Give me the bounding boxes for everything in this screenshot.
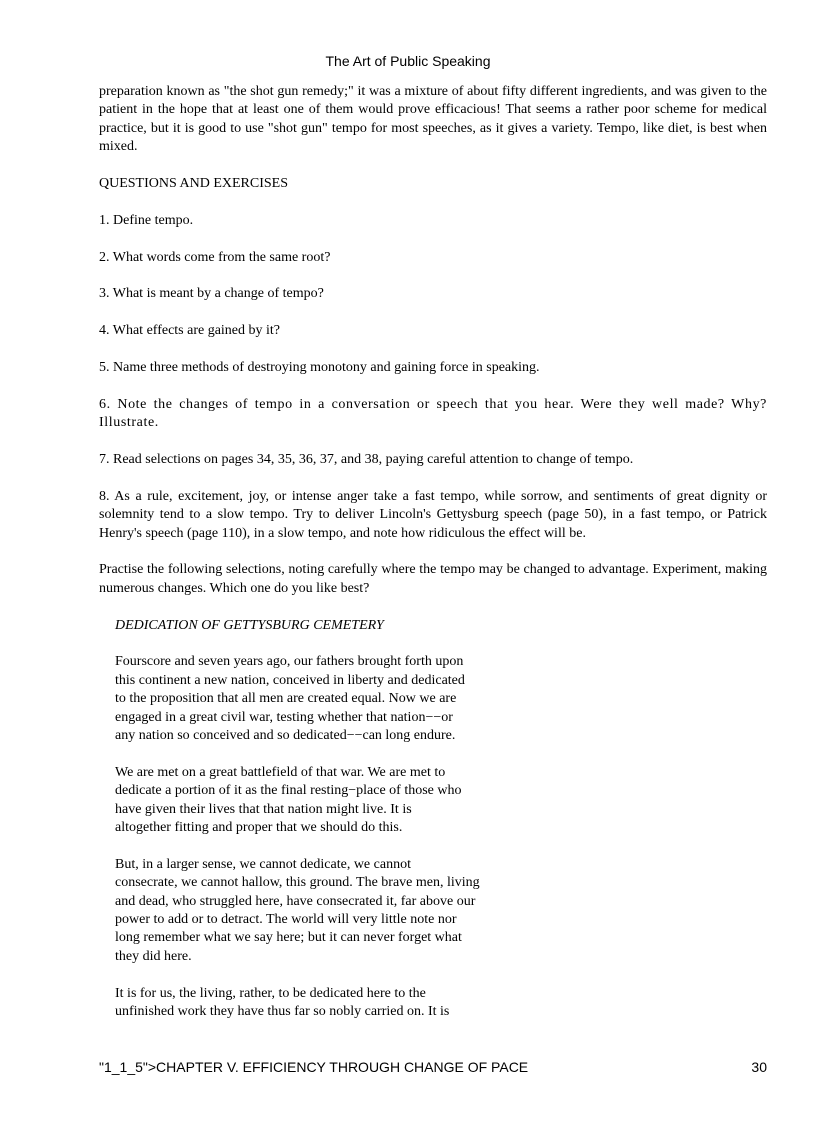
page-number: 30 xyxy=(751,1059,767,1075)
selection-line: unfinished work they have thus far so nobly carried on. It is xyxy=(115,1004,450,1020)
question-item: 3. What is meant by a change of tempo? xyxy=(99,286,324,302)
selection-line: long remember what we say here; but it can never forget what xyxy=(115,930,462,946)
footer-chapter-title: "1_1_5">CHAPTER V. EFFICIENCY THROUGH CHANGE OF PACE xyxy=(99,1059,529,1075)
section-heading: QUESTIONS AND EXERCISES xyxy=(99,176,289,192)
selection-title: DEDICATION OF GETTYSBURG CEMETERY xyxy=(115,617,384,633)
running-footer xyxy=(99,1058,767,1076)
intro-paragraph: preparation known as "the shot gun remedy;" it was a mixture of about fifty different ingredients, and was given to the patient in the hope that at least one of them would prove efficacious! That seems a rather poor scheme for medical practice, but it is good to use "shot gun" tempo for most speeches, as it gives a variety. Tempo, like diet, is best when mixed. xyxy=(99,84,767,155)
selection-line: engaged in a great civil war, testing whether that nation−−or xyxy=(115,709,453,725)
selection-line: Fourscore and seven years ago, our fathers brought forth upon xyxy=(115,654,464,670)
selection-stanza xyxy=(115,985,515,1022)
selection-line: any nation so conceived and so dedicated−−can long endure. xyxy=(115,728,456,744)
question-item: 7. Read selections on pages 34, 35, 36, 37, and 38, paying careful attention to change of tempo. xyxy=(99,452,634,467)
practise-paragraph: Practise the following selections, noting carefully where the tempo may be changed to advantage. Experiment, making numerous changes. Which one do you like best? xyxy=(99,562,767,596)
selection-line: to the proposition that all men are created equal. Now we are xyxy=(115,691,457,707)
selection-line: they did here. xyxy=(115,948,192,964)
question-item: 5. Name three methods of destroying monotony and gaining force in speaking. xyxy=(99,360,540,375)
question-item: 6. Note the changes of tempo in a conversation or speech that you hear. Were they well made? Why? Illustrate. xyxy=(99,396,767,431)
selection-stanza xyxy=(115,856,515,966)
selection-line: But, in a larger sense, we cannot dedicate, we cannot xyxy=(115,856,411,872)
running-header: The Art of Public Speaking xyxy=(325,53,491,69)
selection-line: consecrate, we cannot hallow, this ground. The brave men, living xyxy=(115,875,480,891)
selection-line: altogether fitting and proper that we should do this. xyxy=(115,820,403,836)
selection-stanza xyxy=(115,764,515,838)
selection-line: have given their lives that that nation might live. It is xyxy=(115,801,412,817)
selection-stanza xyxy=(115,653,515,745)
selection-line: and dead, who struggled here, have consecrated it, far above our xyxy=(115,893,476,909)
selection-line: We are met on a great battlefield of that war. We are met to xyxy=(115,764,446,780)
selection-line: power to add or to detract. The world will very little note nor xyxy=(115,912,457,928)
selection-line: dedicate a portion of it as the final resting−place of those who xyxy=(115,783,462,799)
question-item: 2. What words come from the same root? xyxy=(99,249,331,265)
question-item: 1. Define tempo. xyxy=(99,212,194,228)
selection-line: It is for us, the living, rather, to be dedicated here to the xyxy=(115,985,426,1001)
gettysburg-selection xyxy=(115,617,515,1022)
selection-line: this continent a new nation, conceived in liberty and dedicated xyxy=(115,672,465,688)
question-item: 4. What effects are gained by it? xyxy=(99,323,281,339)
page-body xyxy=(99,83,767,1040)
question-item: 8. As a rule, excitement, joy, or intense anger take a fast tempo, while sorrow, and sentiments of great dignity or solemnity tend to a slow tempo. Try to deliver Lincoln's Gettysburg speech (page 50), in a fast tempo, or Patrick Henry's speech (page 110), in a slow tempo, and note how ridiculous the effect will be. xyxy=(99,488,767,541)
